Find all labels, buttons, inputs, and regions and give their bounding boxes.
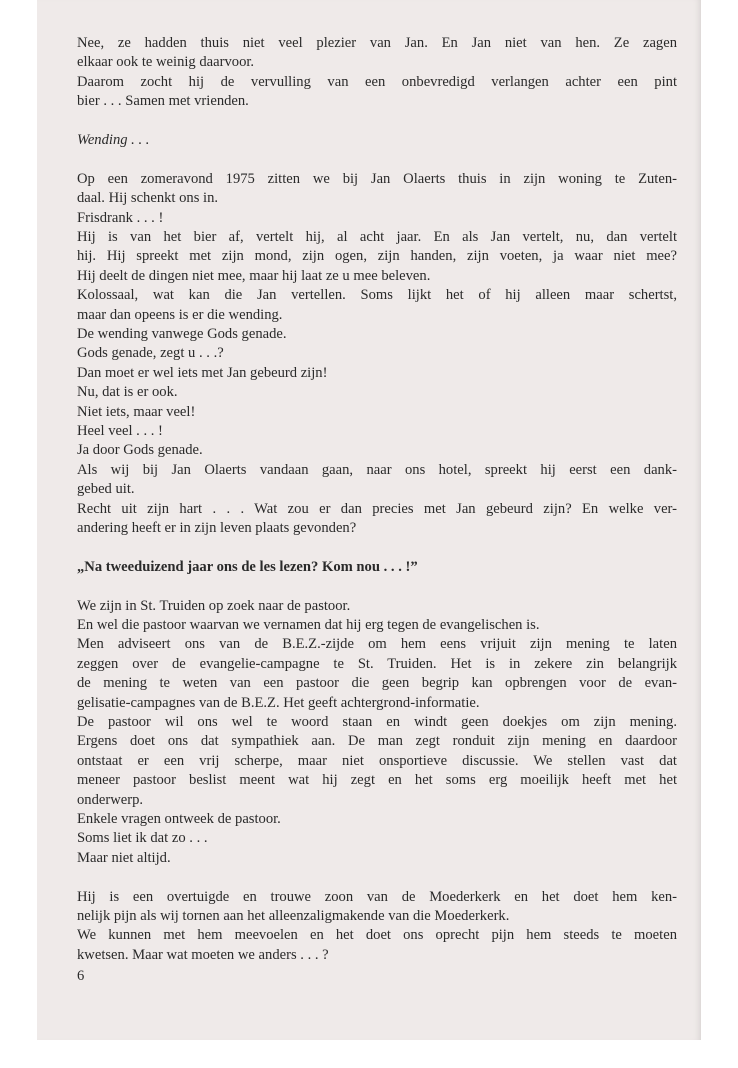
- text-line: Niet iets, maar veel!: [77, 403, 196, 420]
- text-line: Op een zomeravond 1975 zitten we bij Jan Olaerts thuis in zijn woning te Zuten-: [77, 170, 677, 187]
- text-line: Men adviseert ons van de B.E.Z.-zijde om hem eens vrijuit zijn mening te laten: [77, 636, 677, 653]
- text-line: bier . . . Samen met vrienden.: [77, 93, 249, 110]
- text-line: Nee, ze hadden thuis niet veel plezier van Jan. En Jan niet van hen. Ze zagen: [77, 35, 677, 51]
- text-line: De pastoor wil ons wel te woord staan en windt geen doekjes om zijn mening.: [77, 713, 677, 730]
- text-line: zeggen over de evangelie-campagne te St. Truiden. Het is in zekere zin belangrijk: [77, 655, 677, 672]
- text-line: ontstaat er een vrij scherpe, maar niet onsportieve discussie. We stellen vast dat: [77, 752, 677, 769]
- page-text: [77, 34, 677, 987]
- text-line: Heel veel . . . !: [77, 423, 163, 439]
- text-line: Recht uit zijn hart . . . Wat zou er dan precies met Jan gebeurd zijn? En welke ver-: [77, 500, 677, 517]
- text-line: Ja door Gods genade.: [77, 442, 203, 459]
- text-line: Frisdrank . . . !: [77, 209, 164, 226]
- right-margin: [701, 0, 738, 1068]
- text-line: onderwerp.: [77, 791, 144, 808]
- text-line: daal. Hij schenkt ons in.: [77, 190, 219, 207]
- text-line: En wel die pastoor waarvan we vernamen dat hij erg tegen de evangelischen is.: [77, 617, 540, 633]
- text-line: Gods genade, zegt u . . .?: [77, 345, 224, 362]
- bottom-margin: [0, 1040, 738, 1068]
- text-line: Als wij bij Jan Olaerts vandaan gaan, naar ons hotel, spreekt hij eerst een dank-: [77, 461, 677, 478]
- text-line: nelijk pijn als wij tornen aan het alleenzaligmakende van die Moederkerk.: [77, 907, 510, 924]
- text-line: hij. Hij spreekt met zijn mond, zijn ogen, zijn handen, zijn voeten, ja waar niet mee?: [77, 248, 677, 265]
- text-line: We zijn in St. Truiden op zoek naar de pastoor.: [77, 597, 351, 614]
- text-line: maar dan opeens is er die wending.: [77, 306, 283, 323]
- text-line: andering heeft er in zijn leven plaats gevonden?: [77, 520, 357, 536]
- text-line: Hij is van het bier af, vertelt hij, al acht jaar. En als Jan vertelt, nu, dan vertelt: [77, 228, 677, 245]
- text-line: We kunnen met hem meevoelen en het doet ons oprecht pijn hem steeds te moeten: [77, 927, 677, 944]
- text-line: Hij is een overtuigde en trouwe zoon van de Moederkerk en het doet hem ken-: [77, 888, 677, 905]
- text-line: Hij deelt de dingen niet mee, maar hij laat ze u mee beleven.: [77, 267, 431, 284]
- page-number: 6: [77, 968, 85, 985]
- section-heading: Wending . . .: [77, 131, 150, 148]
- bold-heading: „Na tweeduizend jaar ons de les lezen? Kom nou . . . !”: [77, 558, 418, 575]
- text-line: de mening te weten van een pastoor die geen begrip kan opbrengen voor de evan-: [77, 675, 677, 692]
- text-line: gebed uit.: [77, 481, 135, 498]
- text-line: Daarom zocht hij de vervulling van een onbevredigd verlangen achter een pint: [77, 73, 677, 90]
- text-line: De wending vanwege Gods genade.: [77, 325, 287, 342]
- text-line: Maar niet altijd.: [77, 849, 171, 866]
- text-line: Kolossaal, wat kan die Jan vertellen. Soms lijkt het of hij alleen maar schertst,: [77, 287, 677, 304]
- text-line: gelisatie-campagnes van de B.E.Z. Het geeft achtergrond-informatie.: [77, 694, 480, 711]
- text-line: meneer pastoor beslist meent wat hij zegt en het soms erg moeilijk heeft met het: [77, 772, 677, 789]
- text-line: Soms liet ik dat zo . . .: [77, 830, 208, 847]
- text-line: elkaar ook te weinig daarvoor.: [77, 54, 255, 71]
- text-line: Enkele vragen ontweek de pastoor.: [77, 810, 281, 827]
- text-line: Dan moet er wel iets met Jan gebeurd zijn!: [77, 364, 328, 381]
- text-line: Ergens doet ons dat sympathiek aan. De man zegt ronduit zijn mening en daardoor: [77, 733, 677, 750]
- text-line: Nu, dat is er ook.: [77, 384, 178, 401]
- text-line: kwetsen. Maar wat moeten we anders . . . ?: [77, 946, 329, 963]
